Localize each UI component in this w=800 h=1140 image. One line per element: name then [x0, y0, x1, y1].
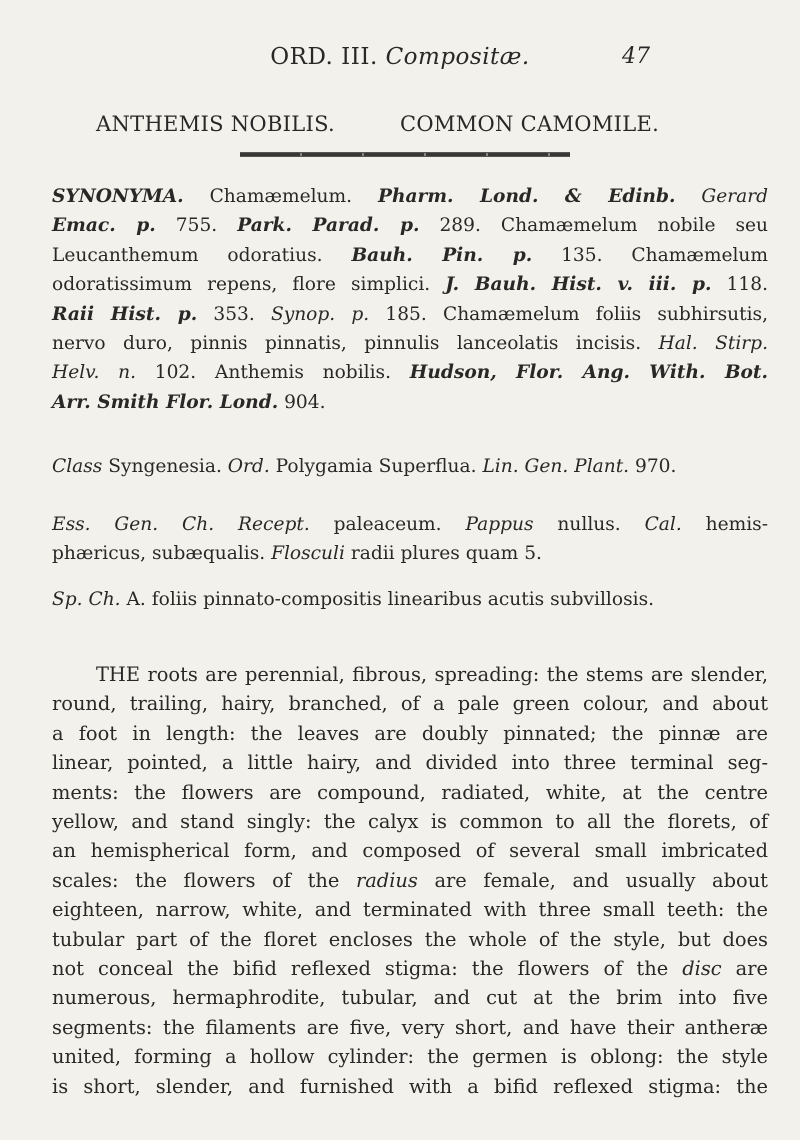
order-number: ORD. III. — [270, 44, 378, 70]
description-line: numerous, hermaphrodite, tubular, and cut at the brim into five — [52, 986, 768, 1010]
synonyma-ref: Synop. p. — [270, 303, 370, 325]
description-text: are — [721, 957, 768, 981]
latin-name: ANTHEMIS NOBILIS. — [96, 112, 336, 136]
description-term: radius — [355, 868, 418, 892]
synonyma-text: 135. Chamæmelum — [532, 244, 769, 266]
synonyma-text: Chamæmelum. — [183, 186, 378, 207]
synonyma-text — [675, 186, 701, 207]
ess-text: paleaceum. — [309, 514, 466, 535]
description-text: not conceal the bifid reflexed stigma: the flowers of the — [52, 957, 683, 981]
synonyma-ref: Arr. Smith Flor. Lond. — [52, 391, 279, 413]
synonyma-text: odoratissimum repens, flore simplici. — [52, 274, 446, 296]
sp-label: Sp. Ch. — [52, 589, 121, 610]
ord-value: Polygamia Superflua. — [275, 456, 477, 477]
description-line: linear, pointed, a little hairy, and divided into three terminal seg- — [52, 751, 768, 775]
description-line: THE roots are perennial, fibrous, spreading: the stems are slender, — [96, 663, 768, 686]
reference-number: 970. — [635, 456, 677, 477]
common-name: COMMON CAMOMILE. — [400, 112, 660, 136]
ess-line — [52, 510, 768, 539]
synonyma-ref: Pharm. Lond. & Edinb. — [378, 186, 676, 207]
description-paragraph — [52, 660, 768, 1101]
ess-text — [214, 514, 238, 535]
synonyma-line — [52, 388, 768, 417]
description-text: scales: the flowers of the — [52, 868, 356, 892]
page-number: 47 — [622, 44, 650, 69]
description-line: united, forming a hollow cylinder: the germen is oblong: the style — [52, 1045, 768, 1069]
ess-term: Recept. — [238, 514, 310, 535]
description-line: round, trailing, hairy, branched, of a pale green colour, and about — [52, 692, 768, 716]
ess-line — [52, 539, 768, 568]
description-line: a foot in length: the leaves are doubly pinnated; the pinnæ are — [52, 721, 768, 745]
description-line: is short, slender, and furnished with a bifid reflexed stigma: the — [52, 1074, 768, 1098]
ess-term: Pappus — [465, 514, 534, 535]
synonyma-ref: Hudson, Flor. Ang. With. Bot. — [409, 362, 768, 384]
description-line: ments: the flowers are compound, radiated, white, at the centre — [52, 780, 768, 804]
description-line — [52, 866, 768, 895]
description-term: disc — [682, 957, 722, 981]
synonyma-ref: J. Bauh. Hist. v. iii. p. — [445, 274, 712, 296]
description-line: eighteen, narrow, white, and terminated with three small teeth: the — [52, 898, 768, 922]
running-head — [0, 44, 800, 70]
specific-character — [52, 585, 768, 614]
linnaeus-reference: Lin. Gen. Plant. — [482, 456, 630, 477]
synonyma-text: 904. — [278, 391, 326, 413]
ess-text: radii plures quam 5. — [344, 543, 542, 565]
ess-label: Ess. Gen. Ch. — [52, 514, 215, 535]
description-line: an hemispherical form, and composed of several small imbricated — [52, 839, 768, 863]
description-line: yellow, and stand singly: the calyx is common to all the florets, of — [52, 810, 768, 834]
synonyma-text: 102. Anthemis nobilis. — [136, 362, 410, 384]
synonyma-text: 118. — [711, 274, 768, 296]
ord-label: Ord. — [227, 456, 270, 477]
synonyma-text: 755. — [155, 215, 238, 237]
synonyma-ref: Gerard — [701, 186, 768, 207]
synonyma-label: SYNONYMA. — [52, 186, 184, 207]
order-name: Compositæ. — [385, 44, 530, 70]
synonyma-line — [52, 300, 768, 329]
ess-text: nullus. — [533, 514, 645, 535]
synonyma-text: nervo duro, pinnis pinnatis, pinnulis lanceolatis incisis. — [52, 333, 659, 355]
class-value: Syngenesia. — [108, 456, 222, 477]
classification-line — [52, 452, 768, 481]
synonyma-text: Leucanthemum odoratius. — [52, 244, 352, 266]
decorative-rule — [240, 152, 570, 157]
description-line: segments: the filaments are five, very short, and have their antheræ — [52, 1015, 768, 1039]
synonyma-line — [52, 211, 768, 240]
description-line: tubular part of the floret encloses the whole of the style, but does — [52, 927, 768, 951]
ess-text: phæricus, subæqualis. — [52, 543, 272, 565]
synonyma-block — [52, 182, 768, 417]
sp-line — [52, 585, 768, 614]
synonyma-ref: Raii Hist. p. — [52, 303, 198, 325]
synonyma-line — [52, 182, 768, 211]
synonyma-text: 353. — [197, 303, 271, 325]
description-line — [52, 954, 768, 983]
synonyma-ref: Bauh. Pin. p. — [351, 244, 533, 266]
class-label: Class — [52, 456, 103, 477]
synonyma-ref: Helv. n. — [52, 362, 137, 384]
synonyma-text: 185. Chamæmelum foliis subhirsutis, — [369, 303, 769, 325]
synonyma-ref: Emac. p. — [52, 215, 156, 237]
essential-character — [52, 510, 768, 569]
description-text: are female, and usually about — [417, 868, 768, 892]
synonyma-line — [52, 358, 768, 387]
ess-term: Flosculi — [271, 543, 345, 565]
plant-title — [96, 112, 736, 136]
ess-term: Cal. — [644, 514, 682, 535]
synonyma-line — [52, 329, 768, 358]
ess-text: hemis- — [681, 514, 769, 535]
synonyma-text: 289. Chamæmelum nobile seu — [419, 215, 769, 237]
synonyma-ref: Park. Parad. p. — [237, 215, 420, 237]
classification-text — [52, 452, 768, 481]
synonyma-ref: Hal. Stirp. — [658, 333, 768, 355]
sp-text: A. foliis pinnato-compositis linearibus acutis subvillosis. — [126, 589, 655, 610]
synonyma-line — [52, 270, 768, 299]
synonyma-line — [52, 241, 768, 270]
